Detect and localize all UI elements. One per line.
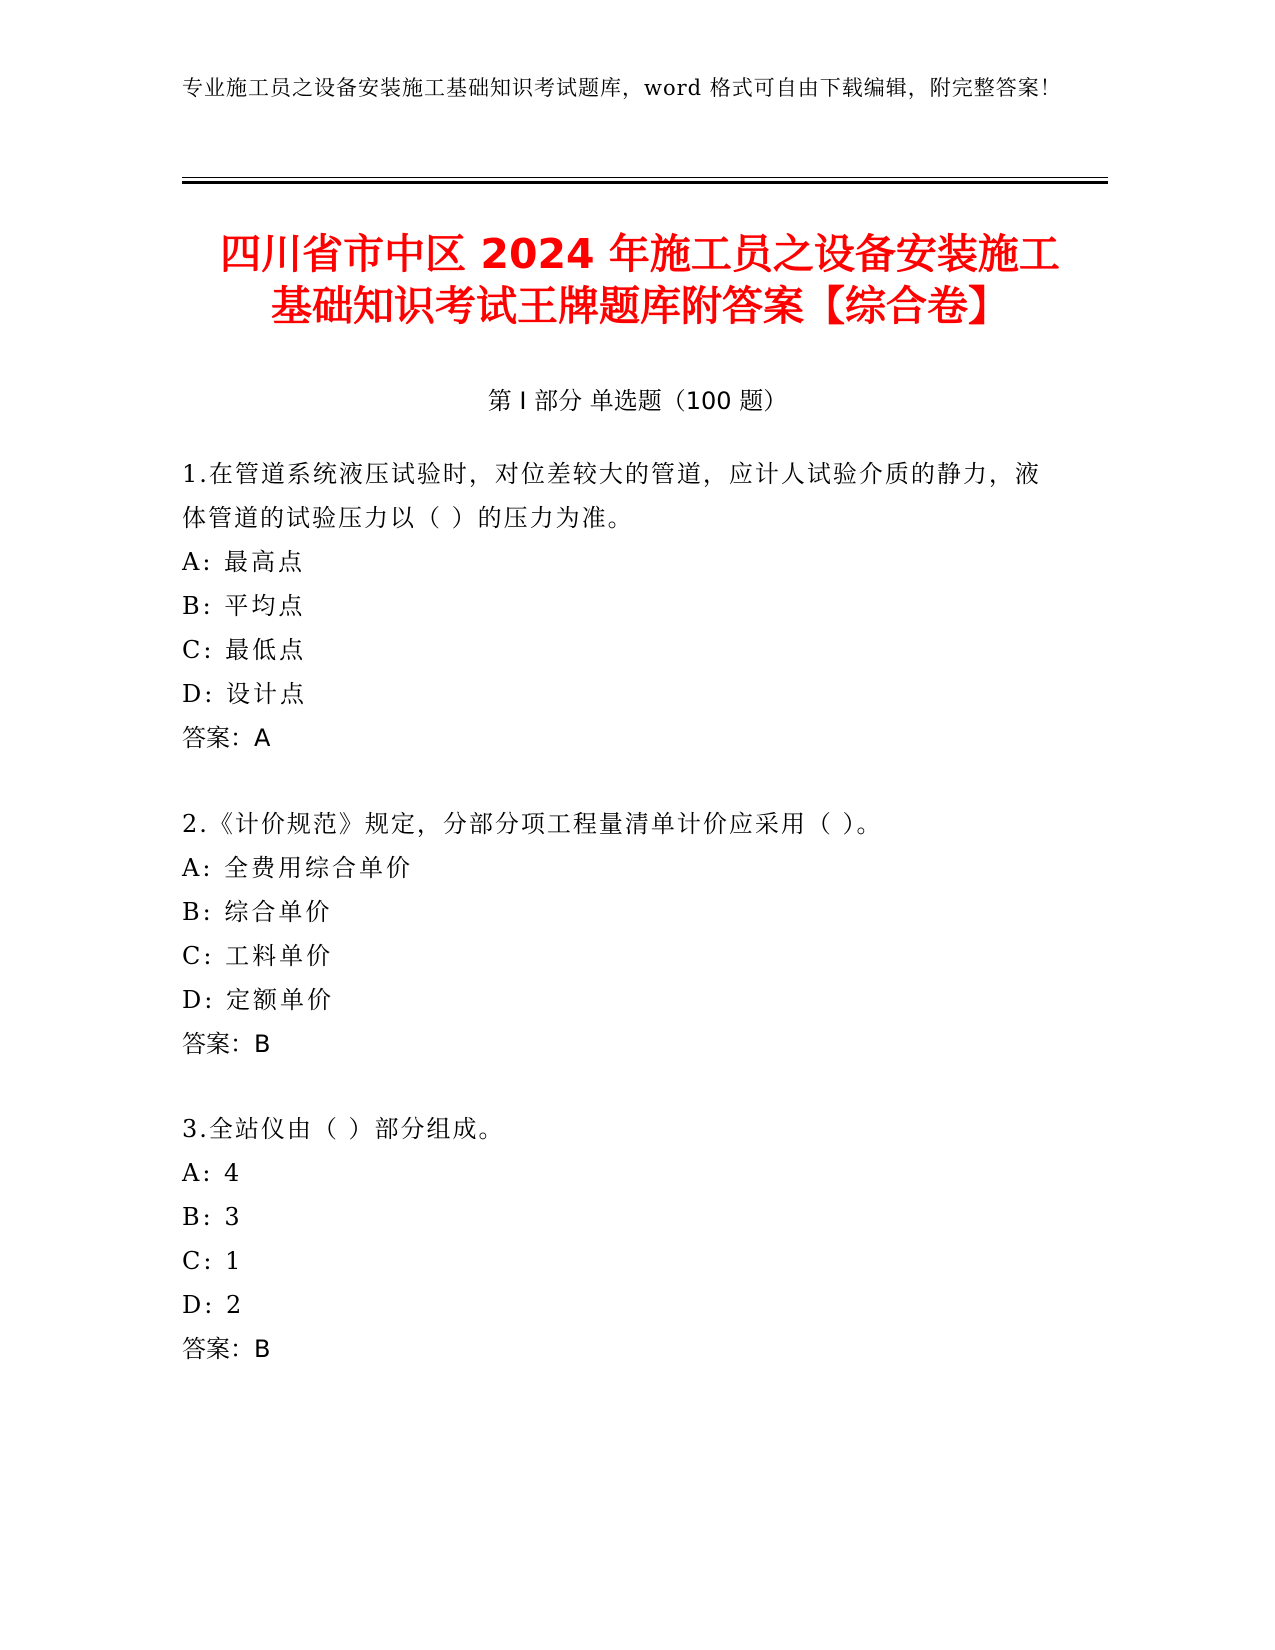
option-b: B: 3 bbox=[182, 1203, 243, 1231]
option-c: C: 最低点 bbox=[182, 636, 307, 664]
header-note: 专业施工员之设备安装施工基础知识考试题库，word 格式可自由下载编辑，附完整答案！ bbox=[182, 76, 1062, 100]
question-1 bbox=[182, 452, 1062, 760]
header-rule-thick bbox=[182, 181, 1108, 184]
answer: 答案：B bbox=[182, 1335, 271, 1363]
answer: 答案：B bbox=[182, 1030, 271, 1058]
question-stem: 2.《计价规范》规定，分部分项工程量清单计价应采用（ ）。 bbox=[182, 810, 883, 838]
option-a: A: 最高点 bbox=[182, 548, 306, 576]
document-title bbox=[140, 228, 1140, 332]
option-c: C: 1 bbox=[182, 1247, 244, 1275]
document-title-line-2: 基础知识考试王牌题库附答案【综合卷】 bbox=[271, 282, 1009, 330]
option-a: A: 全费用综合单价 bbox=[182, 854, 414, 882]
question-2 bbox=[182, 802, 1062, 1066]
option-b: B: 综合单价 bbox=[182, 898, 333, 926]
question-stem: 3.全站仪由（ ）部分组成。 bbox=[182, 1115, 505, 1143]
option-d: D: 定额单价 bbox=[182, 986, 334, 1014]
header-rule-thin bbox=[182, 177, 1108, 178]
option-d: D: 2 bbox=[182, 1291, 245, 1319]
option-b: B: 平均点 bbox=[182, 592, 306, 620]
option-a: A: 4 bbox=[182, 1159, 243, 1187]
option-c: C: 工料单价 bbox=[182, 942, 334, 970]
section-heading: 第 I 部分 单选题（100 题） bbox=[487, 387, 788, 415]
question-3 bbox=[182, 1107, 1062, 1371]
question-stem: 1.在管道系统液压试验时，对位差较大的管道，应计人试验介质的静力，液体管道的试验压力以（ ）的压力为准。 bbox=[182, 460, 1041, 532]
answer: 答案：A bbox=[182, 724, 271, 752]
option-d: D: 设计点 bbox=[182, 680, 307, 708]
document-title-line-1: 四川省市中区 2024 年施工员之设备安装施工 bbox=[220, 230, 1060, 278]
